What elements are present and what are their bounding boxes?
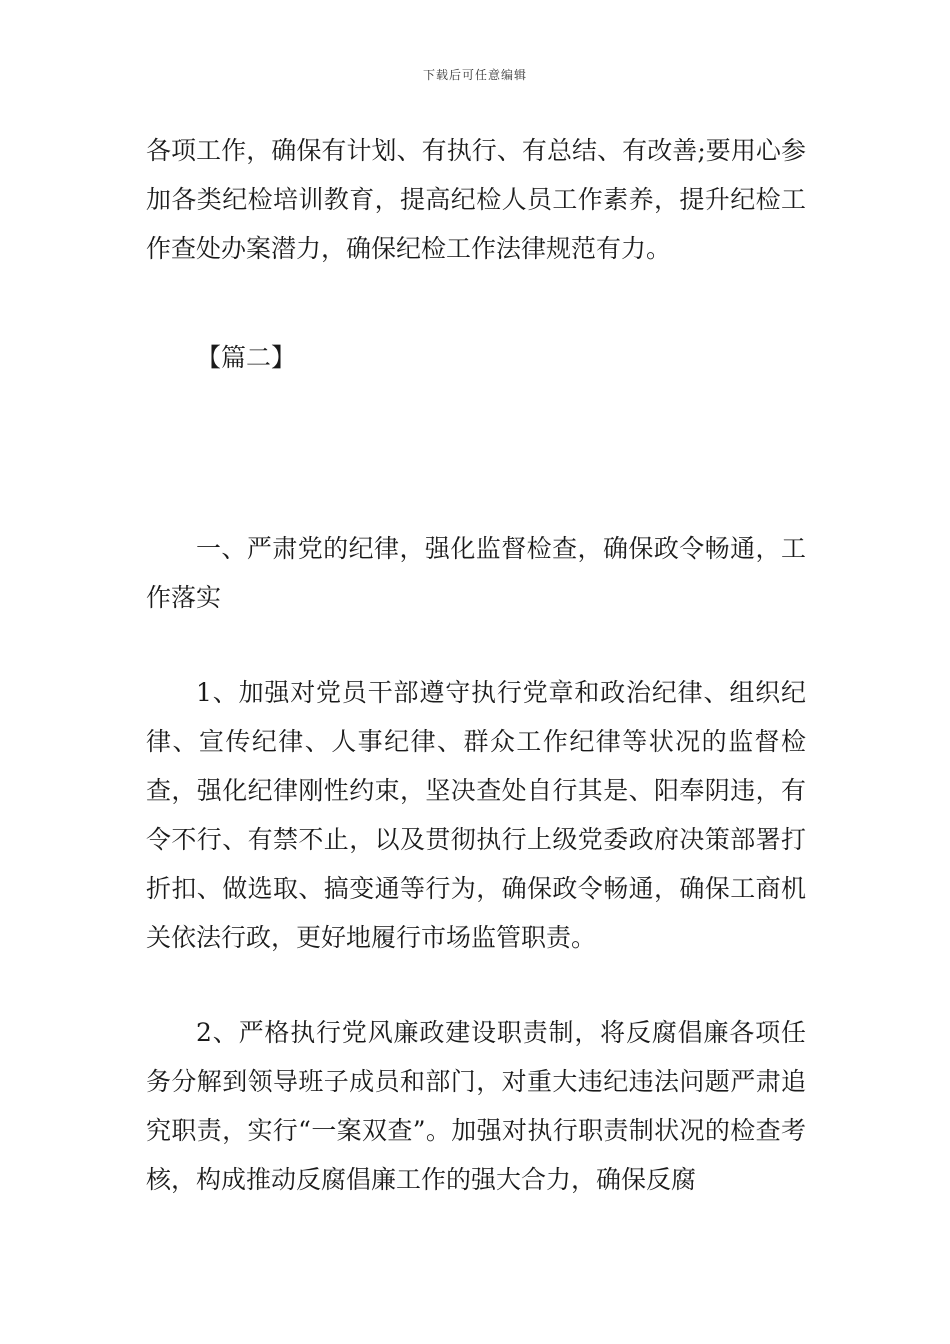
document-body: [146, 126, 806, 1204]
paragraph-continuation: 各项工作，确保有计划、有执行、有总结、有改善;要用心参加各类纪检培训教育，提高纪检人员工作素养，提升纪检工作查处办案潜力，确保纪检工作法律规范有力。: [146, 136, 806, 263]
section-title-1: 一、严肃党的纪律，强化监督检查，确保政令畅通，工作落实: [146, 534, 806, 612]
list-item-2: 2、严格执行党风廉政建设职责制，将反腐倡廉各项任务分解到领导班子成员和部门，对重大违纪违法问题严肃追究职责，实行“一案双查”。加强对执行职责制状况的检查考核，构成推动反腐倡廉工作的强大合力，确保反腐: [146, 1018, 806, 1194]
list-item-1: 1、加强对党员干部遵守执行党章和政治纪律、组织纪律、宣传纪律、人事纪律、群众工作纪律等状况的监督检查，强化纪律刚性约束，坚决查处自行其是、阳奉阴违，有令不行、有禁不止，以及贯彻执行上级党委政府决策部署打折扣、做选取、搞变通等行为，确保政令畅通，确保工商机关依法行政，更好地履行市场监管职责。: [146, 678, 806, 952]
section-heading: 【篇二】: [196, 343, 297, 372]
page-header-note: 下载后可任意编辑: [422, 68, 527, 82]
